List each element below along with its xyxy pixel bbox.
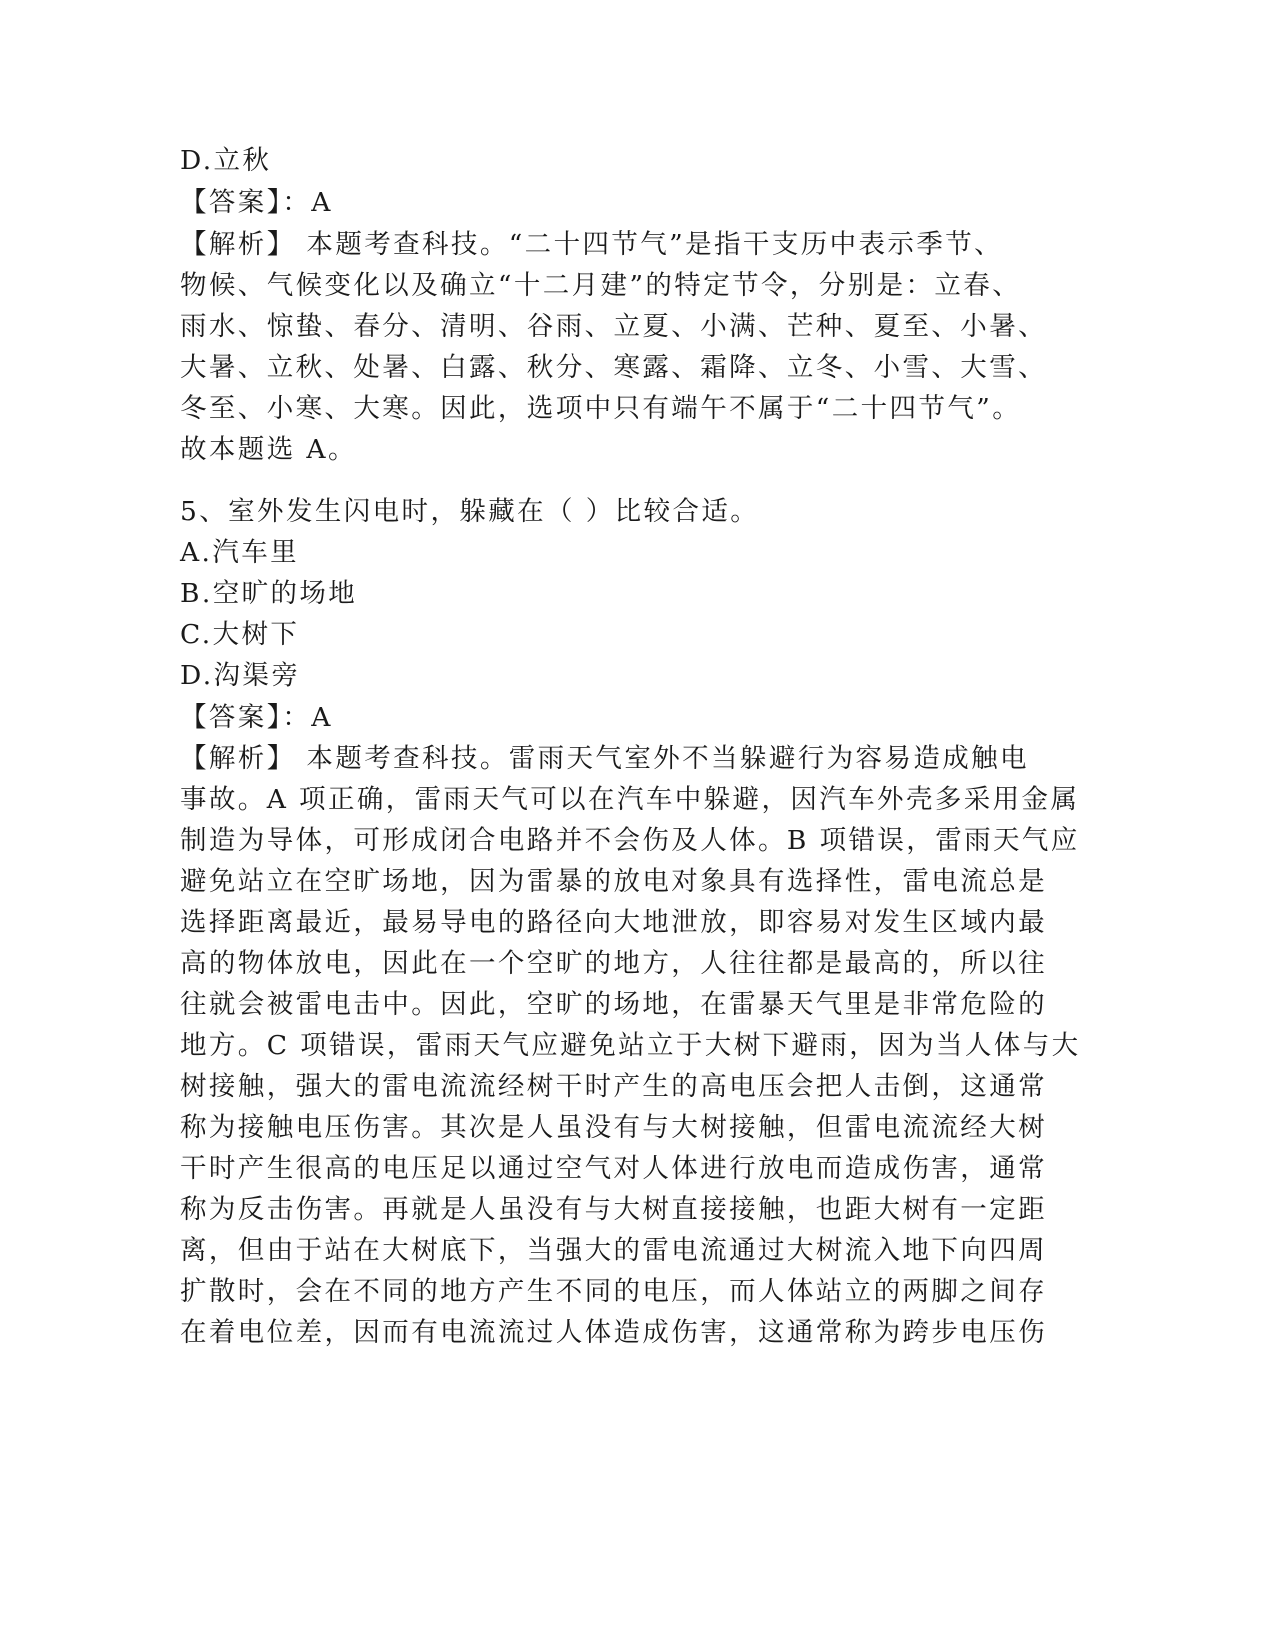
analysis-line: 避免站立在空旷场地，因为雷暴的放电对象具有选择性，雷电流总是 xyxy=(180,866,1047,897)
option-b: B.空旷的场地 xyxy=(180,578,358,609)
analysis-line: 选择距离最近，最易导电的路径向大地泄放，即容易对发生区域内最 xyxy=(180,907,1047,938)
analysis-line: 称为接触电压伤害。其次是人虽没有与大树接触，但雷电流流经大树 xyxy=(180,1112,1047,1143)
analysis-line: 地方。C 项错误，雷雨天气应避免站立于大树下避雨，因为当人体与大 xyxy=(180,1030,1081,1061)
analysis-line: 【解析】 本题考查科技。雷雨天气室外不当躲避行为容易造成触电 xyxy=(180,743,1029,774)
answer-label: 【答案】：A xyxy=(180,187,333,218)
analysis-line: 在着电位差，因而有电流流过人体造成伤害，这通常称为跨步电压伤 xyxy=(180,1317,1047,1348)
analysis-line: 扩散时，会在不同的地方产生不同的电压，而人体站立的两脚之间存 xyxy=(180,1276,1047,1307)
analysis-line: 雨水、惊蛰、春分、清明、谷雨、立夏、小满、芒种、夏至、小暑、 xyxy=(180,311,1047,342)
analysis-line: 故本题选 A。 xyxy=(180,434,357,465)
option-c: C.大树下 xyxy=(180,619,300,650)
analysis-line: 高的物体放电，因此在一个空旷的地方，人往往都是最高的，所以往 xyxy=(180,948,1047,979)
analysis-line: 往就会被雷电击中。因此，空旷的场地，在雷暴天气里是非常危险的 xyxy=(180,989,1047,1020)
question-stem: 5、室外发生闪电时，躲藏在（ ）比较合适。 xyxy=(180,496,760,527)
option-d: D.沟渠旁 xyxy=(180,660,301,691)
analysis-line: 事故。A 项正确，雷雨天气可以在汽车中躲避，因汽车外壳多采用金属 xyxy=(180,784,1080,815)
option-d: D.立秋 xyxy=(180,145,272,176)
analysis-line: 离，但由于站在大树底下，当强大的雷电流通过大树流入地下向四周 xyxy=(180,1235,1047,1266)
analysis-line: 物候、气候变化以及确立“十二月建”的特定节令，分别是：立春、 xyxy=(180,270,1022,301)
option-a: A.汽车里 xyxy=(180,537,300,568)
analysis-line: 称为反击伤害。再就是人虽没有与大树直接接触，也距大树有一定距 xyxy=(180,1194,1047,1225)
analysis-line: 【解析】 本题考查科技。“二十四节气”是指干支历中表示季节、 xyxy=(180,229,1004,260)
analysis-line: 制造为导体，可形成闭合电路并不会伤及人体。B 项错误，雷雨天气应 xyxy=(180,825,1080,856)
analysis-line: 冬至、小寒、大寒。因此，选项中只有端午不属于“二十四节气”。 xyxy=(180,393,1022,424)
analysis-line: 树接触，强大的雷电流流经树干时产生的高电压会把人击倒，这通常 xyxy=(180,1071,1047,1102)
answer-label: 【答案】：A xyxy=(180,702,333,733)
analysis-line: 大暑、立秋、处暑、白露、秋分、寒露、霜降、立冬、小雪、大雪、 xyxy=(180,352,1047,383)
analysis-line: 干时产生很高的电压足以通过空气对人体进行放电而造成伤害，通常 xyxy=(180,1153,1047,1184)
